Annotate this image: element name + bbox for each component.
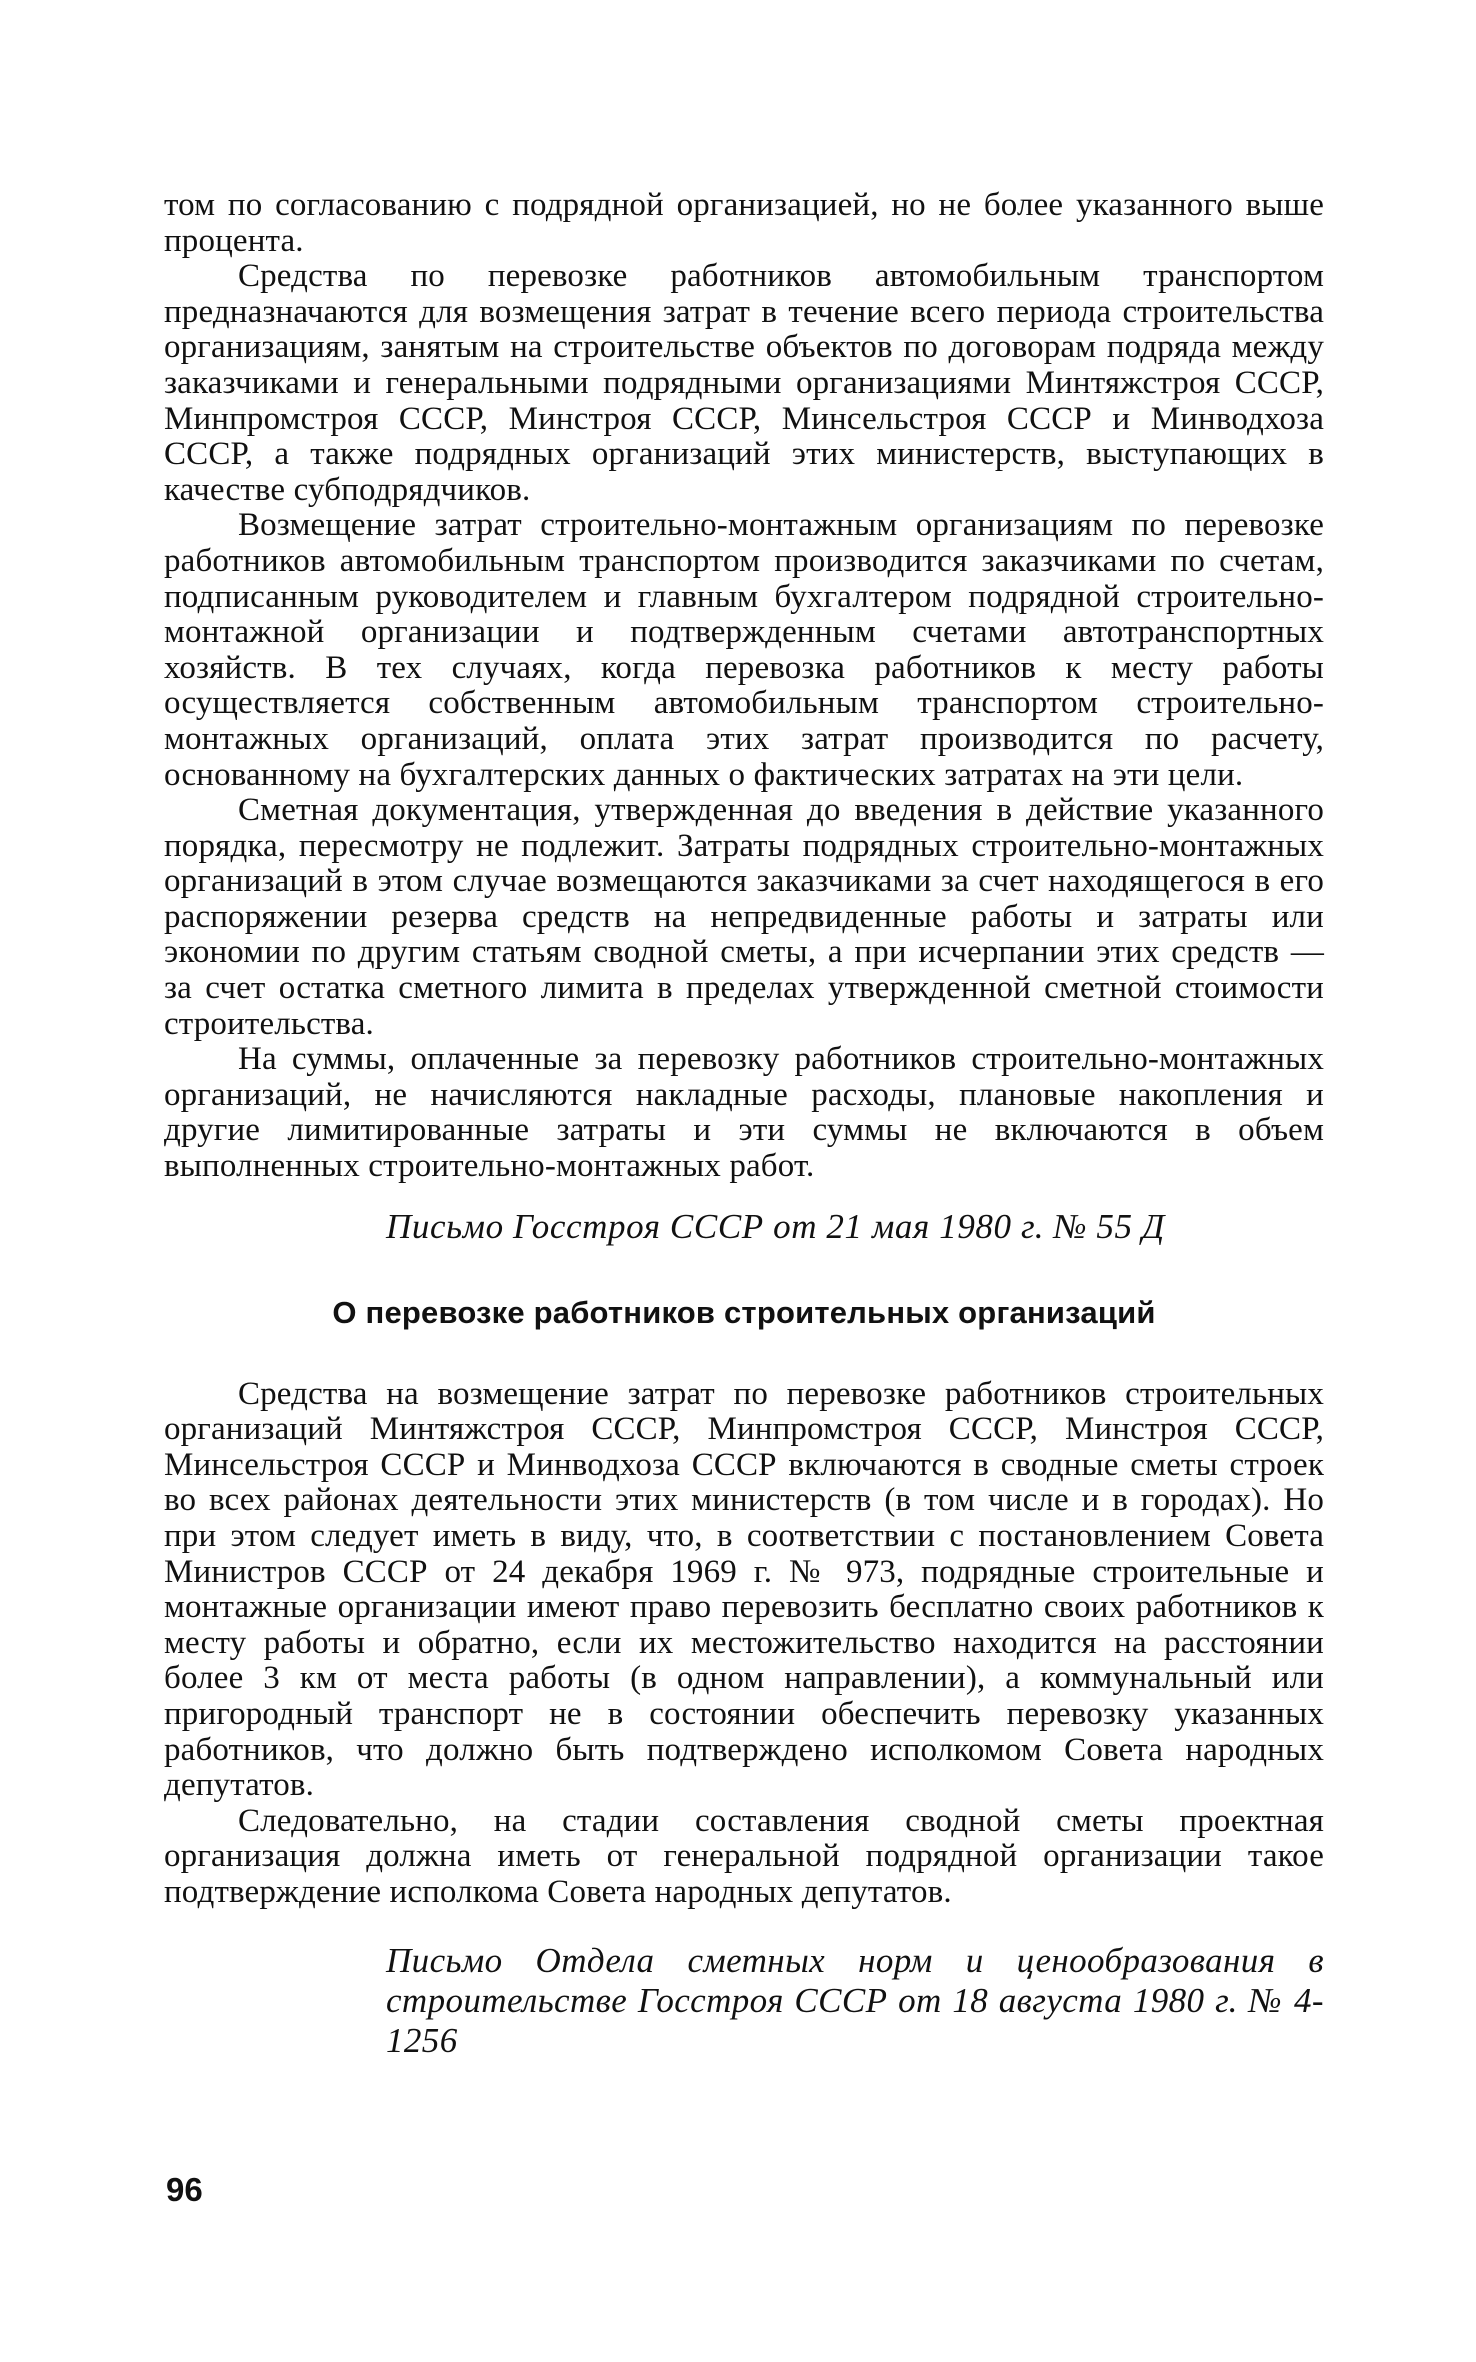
- letter-signature-gosstroy: Письмо Госстроя СССР от 21 мая 1980 г. № 55 Д: [386, 1206, 1165, 1246]
- page-content: [164, 188, 1324, 2061]
- paragraph-ministries-funds: Средства на возмещение затрат по перевозке работников строительных организаций Минтяжстроя СССР, Минпромстроя СССР, Минстроя СССР, Минсельстроя СССР и Минводхоза СССР включаются в сводные сметы строек во всех районах деятельности этих министерств (в том числе и в городах). Но при этом следует иметь в виду, что, в соответствии с постановлением Совета Министров СССР от 24 декабря 1969 г. № 973, подрядные строительные и монтажные организации имеют право перевозить бесплатно своих работников к месту работы и обратно, если их местожительство находится на расстоянии более 3 км от места работы (в одном направлении), а коммунальный или пригородный транспорт не в состоянии обеспечить перевозку указанных работников, что должно быть подтверждено исполкомом Совета народных депутатов.: [164, 1375, 1324, 1804]
- paragraph-continuation: том по согласованию с подрядной организацией, но не более указанного выше процента.: [164, 187, 1324, 259]
- section-heading: О перевозке работников строительных организаций: [332, 1294, 1156, 1330]
- paragraph-overhead-exclusion: На суммы, оплаченные за перевозку работников строительно-монтажных организаций, не начисляются накладные расходы, плановые накопления и другие лимитированные затраты и эти суммы не включаются в объем выполненных строительно-монтажных работ.: [164, 1041, 1324, 1185]
- page-number: 96: [166, 2171, 203, 2208]
- paragraph-transport-funds: Средства по перевозке работников автомобильным транспортом предназначаются для возмещения затрат в течение всего периода строительства организациям, занятым на строительстве объектов по договорам подряда между заказчиками и генеральными подрядными организациями Минтяжстроя СССР, Минпромстроя СССР, Минстроя СССР, Минсельстроя СССР и Минводхоза СССР, а также подрядных организаций этих министерств, выступающих в качестве субподрядчиков.: [164, 258, 1324, 508]
- paragraph-cost-reimbursement: Возмещение затрат строительно-монтажным организациям по перевозке работников автомобильным транспортом производится заказчиками по счетам, подписанным руководителем и главным бухгалтером подрядной строительно-монтажной организации и подтвержденным счетами автотранспортных хозяйств. В тех случаях, когда перевозка работников к месту работы осуществляется собственным автомобильным транспортом строительно-монтажных организаций, оплата этих затрат производится по расчету, основанному на бухгалтерских данных о фактических затратах на эти цели.: [164, 507, 1324, 793]
- letter-signature-department: Письмо Отдела сметных норм и ценообразования в строительстве Госстроя СССР от 18 августа 1980 г. № 4-1256: [386, 1940, 1324, 2060]
- paragraph-estimate-documentation: Сметная документация, утвержденная до введения в действие указанного порядка, пересмотру не подлежит. Затраты подрядных строительно-монтажных организаций в этом случае возмещаются заказчиками за счет находящегося в его распоряжении резерва средств на непредвиденные работы и затраты или экономии по другим статьям сводной сметы, а при исчерпании этих средств — за счет остатка сметного лимита в пределах утвержденной сметной стоимости строительства.: [164, 792, 1324, 1042]
- paragraph-project-confirmation: Следовательно, на стадии составления сводной сметы проектная организация должна иметь от генеральной подрядной организации такое подтверждение исполкома Совета народных депутатов.: [164, 1802, 1324, 1910]
